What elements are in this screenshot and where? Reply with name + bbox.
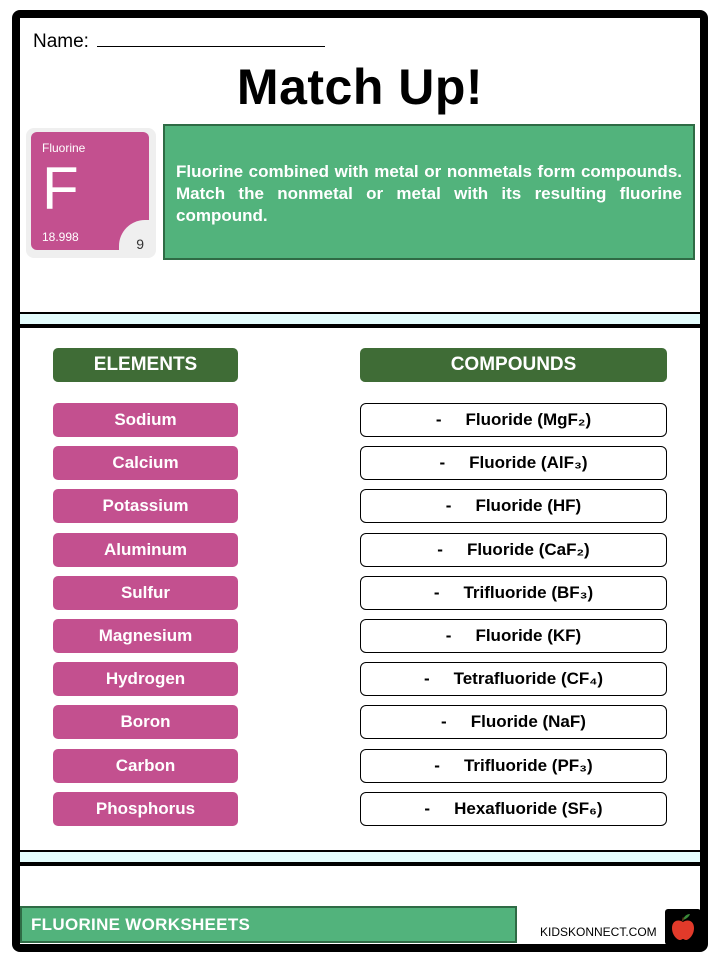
answer-blank-dash: -: [423, 669, 430, 689]
element-tile-card: [31, 132, 149, 250]
element-tile: [26, 128, 156, 258]
compound-label: Fluoride (CaF₂): [466, 539, 590, 559]
compound-label: Fluoride (KF): [475, 625, 582, 645]
compound-item[interactable]: [360, 705, 667, 739]
apple-icon: [665, 909, 701, 945]
element-item[interactable]: Phosphorus: [53, 792, 238, 826]
compound-item[interactable]: [360, 446, 667, 480]
elements-list: [53, 403, 238, 835]
compound-label: Fluoride (NaF): [470, 712, 586, 732]
answer-blank-dash: -: [435, 410, 442, 429]
element-item[interactable]: Calcium: [53, 446, 238, 480]
divider-strip: [20, 851, 700, 863]
worksheet-footer-label: FLUORINE WORKSHEETS: [20, 906, 517, 943]
name-blank-line[interactable]: [97, 28, 325, 47]
compound-item[interactable]: [360, 576, 667, 610]
compounds-header: COMPOUNDS: [360, 348, 667, 382]
answer-blank-dash: -: [424, 798, 431, 818]
element-item[interactable]: Potassium: [53, 489, 238, 523]
site-name: KIDSKONNECT.COM: [540, 925, 657, 939]
element-item[interactable]: Aluminum: [53, 533, 238, 567]
compound-label: Trifluoride (PF₃): [463, 755, 593, 775]
element-item[interactable]: Magnesium: [53, 619, 238, 653]
answer-blank-dash: -: [441, 712, 447, 732]
compound-item[interactable]: [360, 403, 667, 437]
element-symbol: F: [42, 155, 79, 222]
compound-item[interactable]: [360, 533, 667, 567]
element-item[interactable]: Boron: [53, 705, 238, 739]
intro-box: Fluorine combined with metal or nonmetals form compounds. Match the nonmetal or metal with its resulting fluorine compound.: [163, 124, 695, 260]
element-name: Fluorine: [42, 141, 86, 155]
tile-notch: [119, 220, 149, 250]
compound-label: Tetrafluoride (CF₄): [453, 669, 604, 689]
compound-item[interactable]: [360, 662, 667, 696]
compound-label: Fluoride (HF): [475, 496, 582, 516]
element-item[interactable]: Hydrogen: [53, 662, 238, 696]
logo: [665, 909, 701, 945]
elements-header: ELEMENTS: [53, 348, 238, 382]
compound-label: Trifluoride (BF₃): [463, 582, 594, 602]
answer-blank-dash: -: [434, 755, 440, 775]
divider-strip: [20, 313, 700, 325]
compound-label: Fluoride (MgF₂): [465, 410, 592, 429]
compounds-list: [360, 403, 667, 835]
compound-label: Fluoride (AlF₃): [469, 453, 588, 473]
answer-blank-dash: -: [445, 625, 452, 645]
element-item[interactable]: Carbon: [53, 749, 238, 783]
answer-blank-dash: -: [439, 453, 446, 473]
page-title: Match Up!: [236, 59, 484, 115]
element-item[interactable]: Sodium: [53, 403, 238, 437]
name-field[interactable]: [33, 28, 325, 53]
answer-blank-dash: -: [445, 496, 452, 516]
compound-item[interactable]: [360, 489, 667, 523]
answer-blank-dash: -: [433, 582, 440, 602]
compound-label: Hexafluoride (SF₆): [454, 798, 603, 818]
compound-item[interactable]: [360, 749, 667, 783]
element-item[interactable]: Sulfur: [53, 576, 238, 610]
name-label: Name:: [33, 31, 89, 52]
element-atomic-number: 9: [136, 236, 144, 252]
compound-item[interactable]: [360, 619, 667, 653]
compound-item[interactable]: [360, 792, 667, 826]
element-atomic-mass: 18.998: [42, 230, 79, 244]
answer-blank-dash: -: [437, 539, 443, 559]
